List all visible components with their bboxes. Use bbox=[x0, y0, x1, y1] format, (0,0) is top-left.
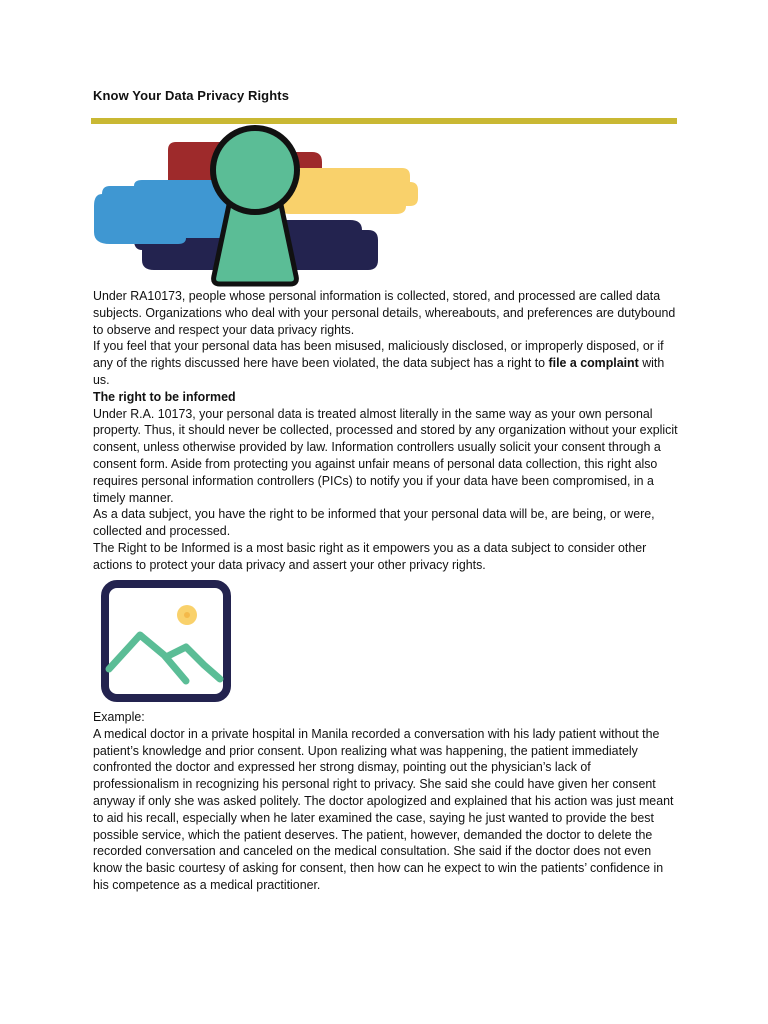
yellow-shape bbox=[280, 168, 418, 214]
paragraph: Under R.A. 10173, your personal data is treated almost literally in the same way as your own personal property. Thus, it should never be collected, processed and stored by any organization without your explicit consent, unless otherwise provided by law. Information controllers usually solicit your consent through a consent form. Aside from protecting you against unfair means of personal data collection, this right also requires personal information controllers (PICs) to notify you if your data have been compromised, in a timely manner. bbox=[93, 405, 678, 505]
paragraph-text: with us. bbox=[93, 355, 665, 387]
image-frame bbox=[105, 584, 227, 698]
paragraph: Under RA10173, people whose personal information is collected, stored, and processed are called data subjects. Organizations who deal with your personal details, whereabouts, and preferences are dutybound to observe and respect your data privacy rights. bbox=[93, 288, 676, 337]
keyhole-head bbox=[213, 128, 297, 212]
paragraph-text: If you feel that your personal data has been misused, maliciously disclosed, or improperly disposed, or if any of the rights discussed here have been violated, the data subject has a right to bbox=[93, 338, 664, 371]
example-label: Example: bbox=[93, 709, 145, 724]
example-paragraph: A medical doctor in a private hospital in Manila recorded a conversation with his lady patient without the patient’s knowledge and prior consent. Upon realizing what was happening, the patient immediately confronted the doctor and expressed her strong dismay, pointing out the physician’s lack of professionalism in recognizing his personal right to privacy. She said she could have given her consent anyway if only she was asked politely. The doctor apologized and explained that his action was just meant to aid his recall, especially when he later examined the case, saying he just wanted to provide the best possible service, which the patient deserves. The patient, however, demanded the doctor to delete the recorded conversation and canceled on the medical consultation. She said if the doctor does not even know the basic courtesy of asking for consent, then how can he expect to win the patients’ confidence in his competence as a medical practitioner. bbox=[93, 725, 674, 892]
image-placeholder-icon bbox=[100, 579, 232, 703]
keyhole-person-icon bbox=[90, 124, 420, 289]
example-section bbox=[93, 709, 679, 894]
page-title: Know Your Data Privacy Rights bbox=[93, 88, 290, 103]
paragraph: The Right to be Informed is a most basic right as it empowers you as a data subject to consider other actions to protect your data privacy and assert your other privacy rights. bbox=[93, 539, 647, 572]
file-complaint-emphasis: file a complaint bbox=[548, 355, 639, 371]
section-heading: The right to be informed bbox=[93, 388, 236, 404]
intro-section bbox=[93, 288, 679, 574]
paragraph: As a data subject, you have the right to be informed that your personal data will be, are being, or were, collected and processed. bbox=[93, 506, 655, 539]
paragraph bbox=[93, 338, 679, 388]
